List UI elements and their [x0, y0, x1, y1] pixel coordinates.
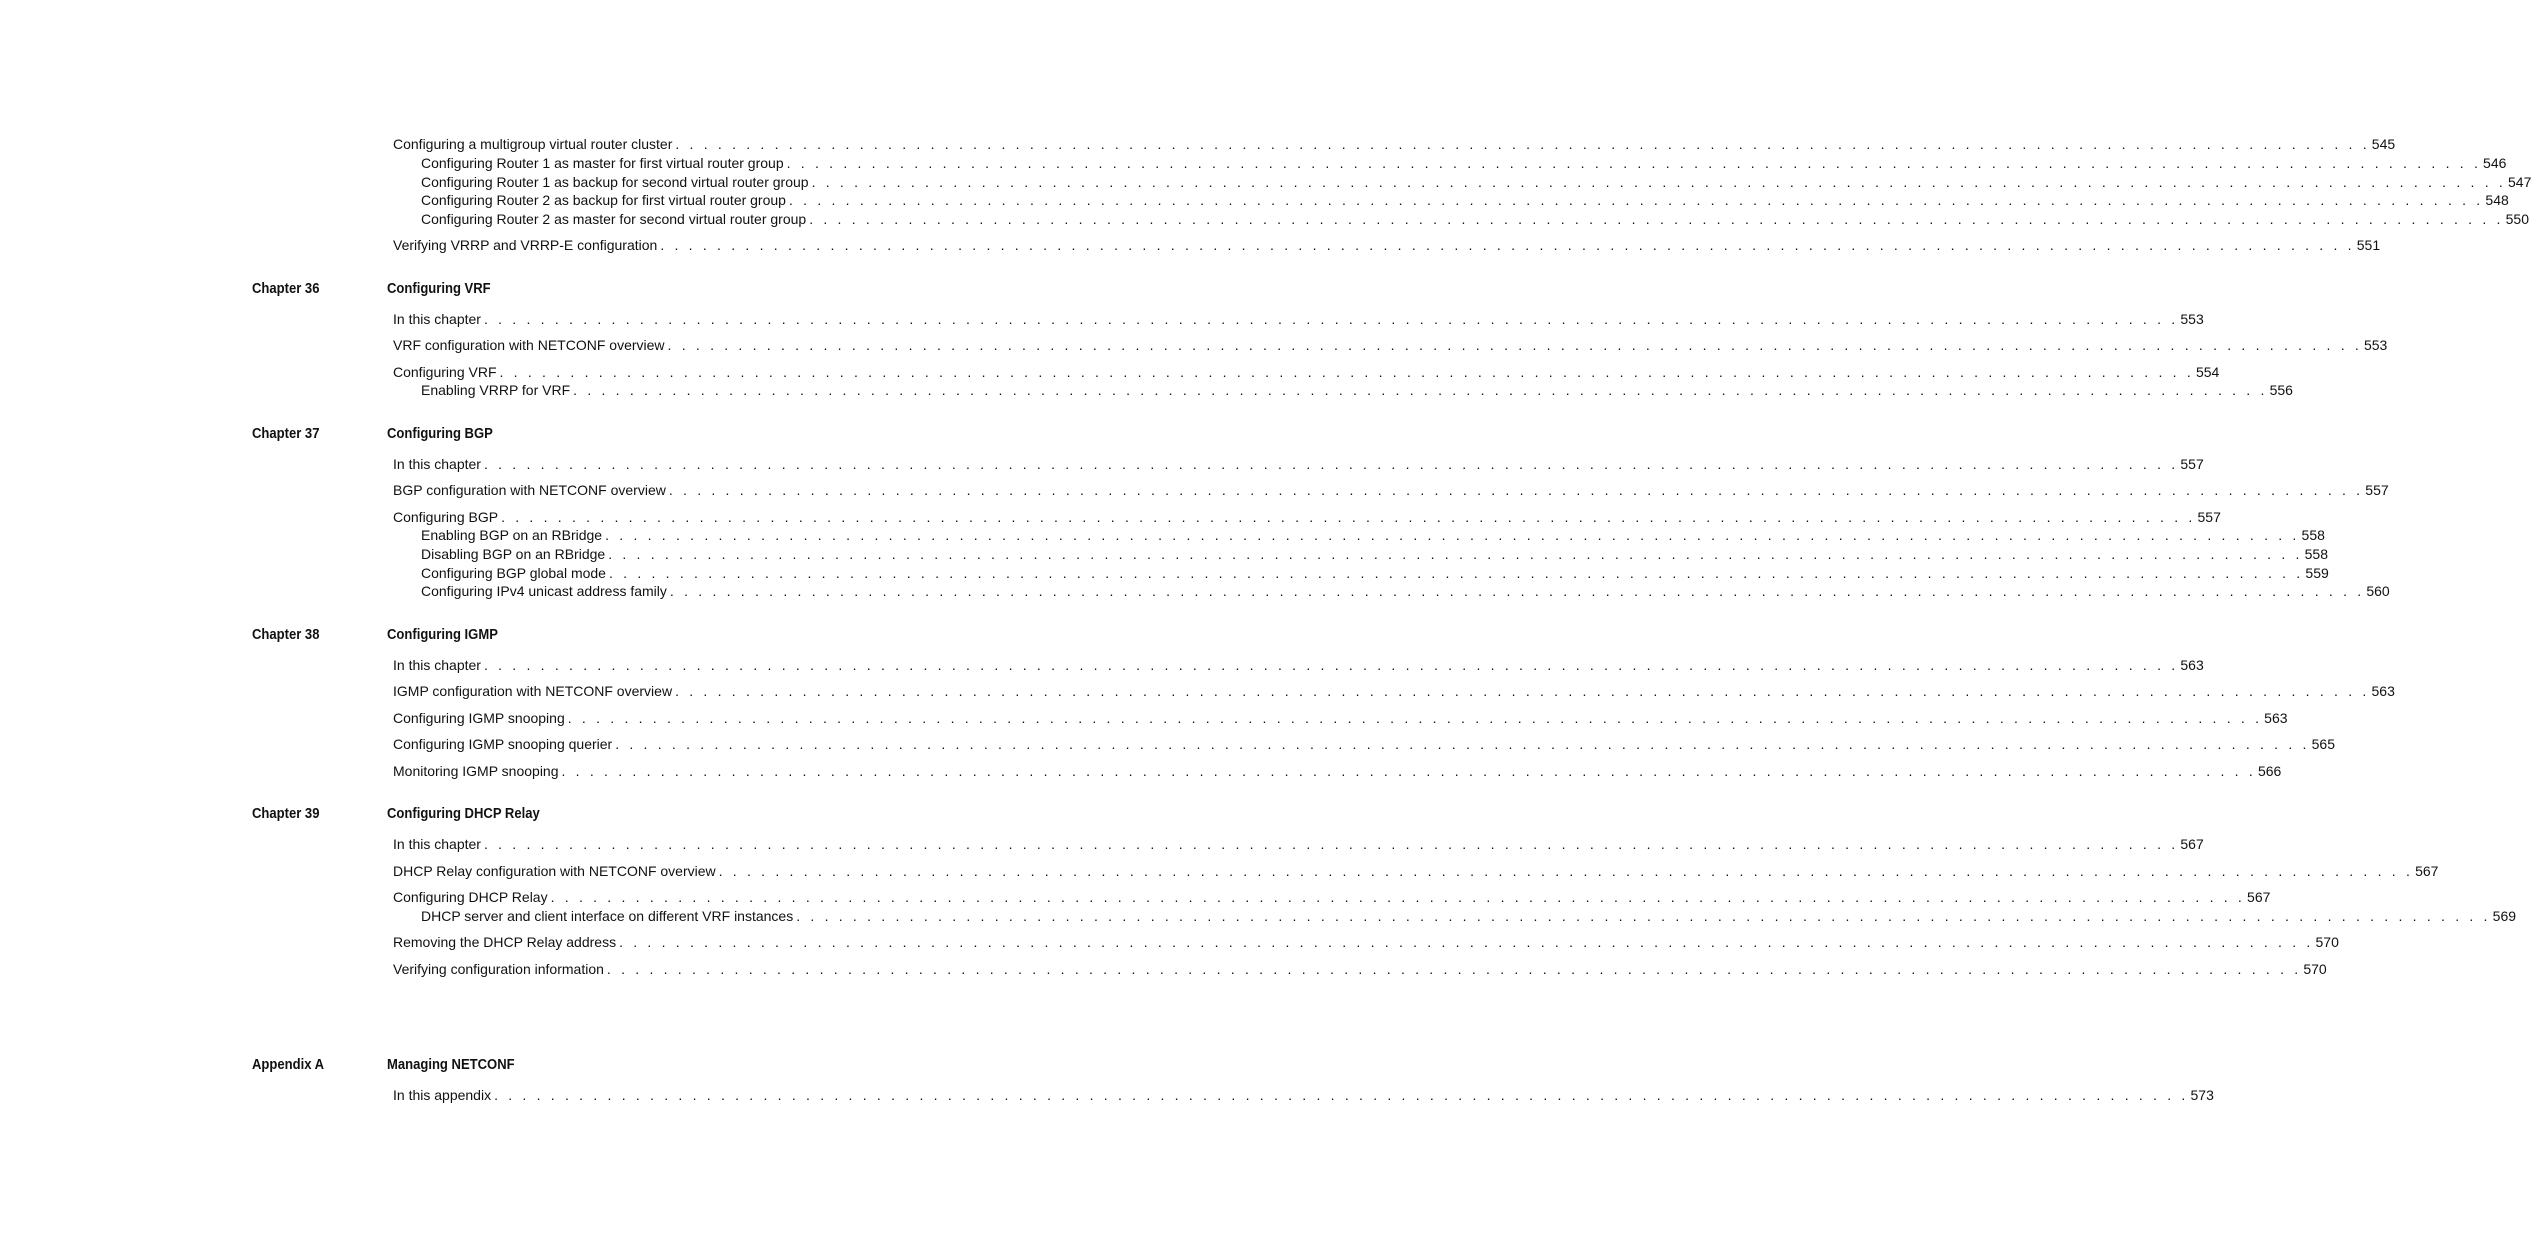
toc-subentry[interactable] — [421, 545, 2328, 563]
dot-leader: . . . . . . . . . . . . . . . . . . . . . . . . . . . . . . . . . . . . . . . . . . . . . . . . . . . . . . . . . . . . . . . . . . . . . . . . . . . . . . . . . . . . . . . . . . . . . . . . . . . . . . . . . . . . . . . . . . . . . . . . — [483, 311, 2179, 327]
toc-entry[interactable] — [393, 481, 2389, 499]
toc-page-number: 557 — [2180, 456, 2204, 472]
toc-entry-title: In this chapter — [393, 456, 481, 472]
toc-entry-title: Removing the DHCP Relay address — [393, 934, 617, 950]
chapter-title[interactable]: Configuring IGMP — [387, 627, 498, 643]
toc-page-number: 553 — [2363, 337, 2388, 353]
dot-leader: . . . . . . . . . . . . . . . . . . . . . . . . . . . . . . . . . . . . . . . . . . . . . . . . . . . . . . . . . . . . . . . . . . . . . . . . . . . . . . . . . . . . . . . . . . . . . . . . . . . . . . . . . . . . . . . . . . . . . . . . — [811, 174, 2506, 190]
toc-subentry[interactable] — [421, 564, 2329, 582]
toc-subentry[interactable] — [421, 907, 2517, 925]
toc-entry-title: In this chapter — [393, 311, 481, 327]
toc-entry-title: DHCP Relay configuration with NETCONF overview — [393, 863, 716, 879]
dot-leader: . . . . . . . . . . . . . . . . . . . . . . . . . . . . . . . . . . . . . . . . . . . . . . . . . . . . . . . . . . . . . . . . . . . . . . . . . . . . . . . . . . . . . . . . . . . . . . . . . . . . . . . . . . . . . . . . . . . . . . . . — [573, 382, 2268, 398]
toc-page-number: 548 — [2485, 192, 2509, 208]
toc-page-number: 567 — [2415, 863, 2439, 879]
chapter-label: Chapter 39 — [252, 806, 320, 822]
toc-page-number: 566 — [2257, 763, 2282, 779]
toc-subentry[interactable] — [421, 381, 2293, 399]
toc-page-number: 565 — [2311, 736, 2335, 752]
dot-leader: . . . . . . . . . . . . . . . . . . . . . . . . . . . . . . . . . . . . . . . . . . . . . . . . . . . . . . . . . . . . . . . . . . . . . . . . . . . . . . . . . . . . . . . . . . . . . . . . . . . . . . . . . . . . . . . . . . . . . . . . — [660, 237, 2355, 253]
toc-entry[interactable] — [393, 835, 2204, 853]
toc-entry-title: In this chapter — [393, 657, 481, 673]
dot-leader: . . . . . . . . . . . . . . . . . . . . . . . . . . . . . . . . . . . . . . . . . . . . . . . . . . . . . . . . . . . . . . . . . . . . . . . . . . . . . . . . . . . . . . . . . . . . . . . . . . . . . . . . . . . . . . . . . . . . . . . . — [796, 908, 2491, 924]
toc-entry-title: In this chapter — [393, 836, 481, 852]
toc-page-number: 558 — [2304, 546, 2328, 562]
dot-leader: . . . . . . . . . . . . . . . . . . . . . . . . . . . . . . . . . . . . . . . . . . . . . . . . . . . . . . . . . . . . . . . . . . . . . . . . . . . . . . . . . . . . . . . . . . . . . . . . . . . . . . . . . . . . . . . . . . . . . . . . — [567, 710, 2263, 726]
toc-entry-title: Configuring a multigroup virtual router cluster — [393, 136, 673, 152]
dot-leader: . . . . . . . . . . . . . . . . . . . . . . . . . . . . . . . . . . . . . . . . . . . . . . . . . . . . . . . . . . . . . . . . . . . . . . . . . . . . . . . . . . . . . . . . . . . . . . . . . . . . . . . . . . . . . . . . . . . . . . . . — [561, 763, 2256, 779]
toc-entry-title: Configuring IPv4 unicast address family — [421, 583, 667, 599]
toc-page-number: 553 — [2180, 311, 2204, 327]
toc-entry[interactable] — [393, 310, 2204, 328]
toc-entry[interactable] — [393, 709, 2288, 727]
toc-entry-title: Configuring IGMP snooping querier — [393, 736, 613, 752]
dot-leader: . . . . . . . . . . . . . . . . . . . . . . . . . . . . . . . . . . . . . . . . . . . . . . . . . . . . . . . . . . . . . . . . . . . . . . . . . . . . . . . . . . . . . . . . . . . . . . . . . . . . . . . . . . . . . . . . . . . . . . . . — [675, 683, 2370, 699]
toc-entry[interactable] — [393, 455, 2204, 473]
dot-leader: . . . . . . . . . . . . . . . . . . . . . . . . . . . . . . . . . . . . . . . . . . . . . . . . . . . . . . . . . . . . . . . . . . . . . . . . . . . . . . . . . . . . . . . . . . . . . . . . . . . . . . . . . . . . . . . . . . . . . . . . — [788, 192, 2484, 208]
toc-entry-title: Verifying configuration information — [393, 961, 604, 977]
toc-entry[interactable] — [393, 1086, 2214, 1104]
toc-entry[interactable] — [393, 656, 2204, 674]
toc-page-number: 551 — [2356, 237, 2381, 253]
toc-entry[interactable] — [393, 363, 2220, 381]
toc-entry[interactable] — [393, 888, 2271, 906]
toc-entry-title: Configuring Router 2 as backup for first virtual router group — [421, 192, 786, 208]
chapter-title[interactable]: Managing NETCONF — [387, 1057, 515, 1073]
dot-leader: . . . . . . . . . . . . . . . . . . . . . . . . . . . . . . . . . . . . . . . . . . . . . . . . . . . . . . . . . . . . . . . . . . . . . . . . . . . . . . . . . . . . . . . . . . . . . . . . . . . . . . . . . . . . . . . . . . . . . . . . — [608, 546, 2303, 562]
toc-subentry[interactable] — [421, 154, 2507, 172]
toc-entry[interactable] — [393, 682, 2395, 700]
toc-subentry[interactable] — [421, 210, 2529, 228]
chapter-label: Appendix A — [252, 1057, 325, 1073]
toc-page-number: 570 — [2303, 961, 2327, 977]
toc-subentry[interactable] — [421, 526, 2325, 544]
toc-entry-title: BGP configuration with NETCONF overview — [393, 482, 666, 498]
dot-leader: . . . . . . . . . . . . . . . . . . . . . . . . . . . . . . . . . . . . . . . . . . . . . . . . . . . . . . . . . . . . . . . . . . . . . . . . . . . . . . . . . . . . . . . . . . . . . . . . . . . . . . . . . . . . . . . . . . . . . . . . — [718, 863, 2414, 879]
toc-page-number: 556 — [2269, 382, 2293, 398]
dot-leader: . . . . . . . . . . . . . . . . . . . . . . . . . . . . . . . . . . . . . . . . . . . . . . . . . . . . . . . . . . . . . . . . . . . . . . . . . . . . . . . . . . . . . . . . . . . . . . . . . . . . . . . . . . . . . . . . . . . . . . . . — [501, 509, 2196, 525]
toc-entry-title: DHCP server and client interface on different VRF instances — [421, 908, 794, 924]
dot-leader: . . . . . . . . . . . . . . . . . . . . . . . . . . . . . . . . . . . . . . . . . . . . . . . . . . . . . . . . . . . . . . . . . . . . . . . . . . . . . . . . . . . . . . . . . . . . . . . . . . . . . . . . . . . . . . . . . . . . . . . . — [669, 583, 2365, 599]
toc-subentry[interactable] — [421, 191, 2509, 209]
toc-entry-title: IGMP configuration with NETCONF overview — [393, 683, 673, 699]
toc-entry[interactable] — [393, 762, 2282, 780]
chapter-title[interactable]: Configuring VRF — [387, 281, 491, 297]
toc-entry-title: Verifying VRRP and VRRP-E configuration — [393, 237, 658, 253]
toc-entry[interactable] — [393, 135, 2396, 153]
toc-page-number: 558 — [2301, 527, 2325, 543]
toc-entry-title: Configuring Router 1 as master for first virtual router group — [421, 155, 784, 171]
toc-entry-title: Enabling VRRP for VRF — [421, 382, 571, 398]
toc-entry[interactable] — [393, 933, 2339, 951]
toc-page-number: 563 — [2264, 710, 2288, 726]
toc-entry[interactable] — [393, 236, 2381, 254]
toc-entry-title: Disabling BGP on an RBridge — [421, 546, 606, 562]
dot-leader: . . . . . . . . . . . . . . . . . . . . . . . . . . . . . . . . . . . . . . . . . . . . . . . . . . . . . . . . . . . . . . . . . . . . . . . . . . . . . . . . . . . . . . . . . . . . . . . . . . . . . . . . . . . . . . . . . . . . . . . . — [619, 934, 2314, 950]
toc-page-number: 567 — [2180, 836, 2204, 852]
chapter-title[interactable]: Configuring BGP — [387, 426, 493, 442]
toc-subentry[interactable] — [421, 582, 2390, 600]
dot-leader: . . . . . . . . . . . . . . . . . . . . . . . . . . . . . . . . . . . . . . . . . . . . . . . . . . . . . . . . . . . . . . . . . . . . . . . . . . . . . . . . . . . . . . . . . . . . . . . . . . . . . . . . . . . . . . . . . . . . . . . . — [483, 836, 2179, 852]
toc-page-number: 557 — [2197, 509, 2221, 525]
toc-entry[interactable] — [393, 336, 2388, 354]
toc-entry-title: Configuring BGP global mode — [421, 565, 606, 581]
toc-page-number: 563 — [2371, 683, 2395, 699]
toc-page-number: 557 — [2365, 482, 2389, 498]
dot-leader: . . . . . . . . . . . . . . . . . . . . . . . . . . . . . . . . . . . . . . . . . . . . . . . . . . . . . . . . . . . . . . . . . . . . . . . . . . . . . . . . . . . . . . . . . . . . . . . . . . . . . . . . . . . . . . . . . . . . . . . . — [483, 456, 2179, 472]
toc-page-number: 569 — [2492, 908, 2517, 924]
dot-leader: . . . . . . . . . . . . . . . . . . . . . . . . . . . . . . . . . . . . . . . . . . . . . . . . . . . . . . . . . . . . . . . . . . . . . . . . . . . . . . . . . . . . . . . . . . . . . . . . . . . . . . . . . . . . . . . . . . . . . . . . — [499, 364, 2194, 380]
toc-entry-title: Configuring Router 2 as master for second virtual router group — [421, 211, 807, 227]
dot-leader: . . . . . . . . . . . . . . . . . . . . . . . . . . . . . . . . . . . . . . . . . . . . . . . . . . . . . . . . . . . . . . . . . . . . . . . . . . . . . . . . . . . . . . . . . . . . . . . . . . . . . . . . . . . . . . . . . . . . . . . . — [606, 961, 2302, 977]
dot-leader: . . . . . . . . . . . . . . . . . . . . . . . . . . . . . . . . . . . . . . . . . . . . . . . . . . . . . . . . . . . . . . . . . . . . . . . . . . . . . . . . . . . . . . . . . . . . . . . . . . . . . . . . . . . . . . . . . . . . . . . . — [483, 657, 2179, 673]
toc-entry-title: Configuring IGMP snooping — [393, 710, 565, 726]
toc-entry-title: Configuring DHCP Relay — [393, 889, 548, 905]
toc-page-number: 550 — [2505, 211, 2529, 227]
dot-leader: . . . . . . . . . . . . . . . . . . . . . . . . . . . . . . . . . . . . . . . . . . . . . . . . . . . . . . . . . . . . . . . . . . . . . . . . . . . . . . . . . . . . . . . . . . . . . . . . . . . . . . . . . . . . . . . . . . . . . . . . — [667, 337, 2362, 353]
toc-page-number: 567 — [2247, 889, 2271, 905]
chapter-label: Chapter 36 — [252, 281, 320, 297]
chapter-label: Chapter 37 — [252, 426, 320, 442]
toc-page-number: 546 — [2483, 155, 2507, 171]
toc-entry[interactable] — [393, 960, 2327, 978]
toc-entry-title: VRF configuration with NETCONF overview — [393, 337, 665, 353]
dot-leader: . . . . . . . . . . . . . . . . . . . . . . . . . . . . . . . . . . . . . . . . . . . . . . . . . . . . . . . . . . . . . . . . . . . . . . . . . . . . . . . . . . . . . . . . . . . . . . . . . . . . . . . . . . . . . . . . . . . . . . . . — [615, 736, 2310, 752]
toc-entry[interactable] — [393, 862, 2439, 880]
chapter-title[interactable]: Configuring DHCP Relay — [387, 806, 540, 822]
dot-leader: . . . . . . . . . . . . . . . . . . . . . . . . . . . . . . . . . . . . . . . . . . . . . . . . . . . . . . . . . . . . . . . . . . . . . . . . . . . . . . . . . . . . . . . . . . . . . . . . . . . . . . . . . . . . . . . . . . . . . . . . — [494, 1087, 2189, 1103]
dot-leader: . . . . . . . . . . . . . . . . . . . . . . . . . . . . . . . . . . . . . . . . . . . . . . . . . . . . . . . . . . . . . . . . . . . . . . . . . . . . . . . . . . . . . . . . . . . . . . . . . . . . . . . . . . . . . . . . . . . . . . . . — [668, 482, 2364, 498]
dot-leader: . . . . . . . . . . . . . . . . . . . . . . . . . . . . . . . . . . . . . . . . . . . . . . . . . . . . . . . . . . . . . . . . . . . . . . . . . . . . . . . . . . . . . . . . . . . . . . . . . . . . . . . . . . . . . . . . . . . . . . . . — [786, 155, 2482, 171]
toc-entry-title: Enabling BGP on an RBridge — [421, 527, 603, 543]
toc-entry[interactable] — [393, 508, 2221, 526]
toc-page-number: 563 — [2180, 657, 2204, 673]
toc-entry[interactable] — [393, 735, 2335, 753]
toc-entry-title: In this appendix — [393, 1087, 492, 1103]
toc-subentry[interactable] — [421, 173, 2531, 191]
toc-page-number: 573 — [2190, 1087, 2214, 1103]
toc-page-number: 547 — [2508, 174, 2531, 190]
toc-entry-title: Configuring Router 1 as backup for second virtual router group — [421, 174, 809, 190]
toc-page-number: 559 — [2305, 565, 2329, 581]
dot-leader: . . . . . . . . . . . . . . . . . . . . . . . . . . . . . . . . . . . . . . . . . . . . . . . . . . . . . . . . . . . . . . . . . . . . . . . . . . . . . . . . . . . . . . . . . . . . . . . . . . . . . . . . . . . . . . . . . . . . . . . . — [608, 565, 2304, 581]
toc-entry-title: Configuring VRF — [393, 364, 497, 380]
toc-page-number: 560 — [2366, 583, 2390, 599]
toc-page-number: 570 — [2315, 934, 2339, 950]
dot-leader: . . . . . . . . . . . . . . . . . . . . . . . . . . . . . . . . . . . . . . . . . . . . . . . . . . . . . . . . . . . . . . . . . . . . . . . . . . . . . . . . . . . . . . . . . . . . . . . . . . . . . . . . . . . . . . . . . . . . . . . . — [675, 136, 2370, 152]
toc-entry-title: Configuring BGP — [393, 509, 499, 525]
dot-leader: . . . . . . . . . . . . . . . . . . . . . . . . . . . . . . . . . . . . . . . . . . . . . . . . . . . . . . . . . . . . . . . . . . . . . . . . . . . . . . . . . . . . . . . . . . . . . . . . . . . . . . . . . . . . . . . . . . . . . . . . — [550, 889, 2246, 905]
dot-leader: . . . . . . . . . . . . . . . . . . . . . . . . . . . . . . . . . . . . . . . . . . . . . . . . . . . . . . . . . . . . . . . . . . . . . . . . . . . . . . . . . . . . . . . . . . . . . . . . . . . . . . . . . . . . . . . . . . . . . . . . — [605, 527, 2300, 543]
toc-page-number: 545 — [2371, 136, 2396, 152]
toc-page-number: 554 — [2195, 364, 2220, 380]
toc-entry-title: Monitoring IGMP snooping — [393, 763, 559, 779]
dot-leader: . . . . . . . . . . . . . . . . . . . . . . . . . . . . . . . . . . . . . . . . . . . . . . . . . . . . . . . . . . . . . . . . . . . . . . . . . . . . . . . . . . . . . . . . . . . . . . . . . . . . . . . . . . . . . . . . . . . . . . . . — [809, 211, 2504, 227]
chapter-label: Chapter 38 — [252, 627, 320, 643]
